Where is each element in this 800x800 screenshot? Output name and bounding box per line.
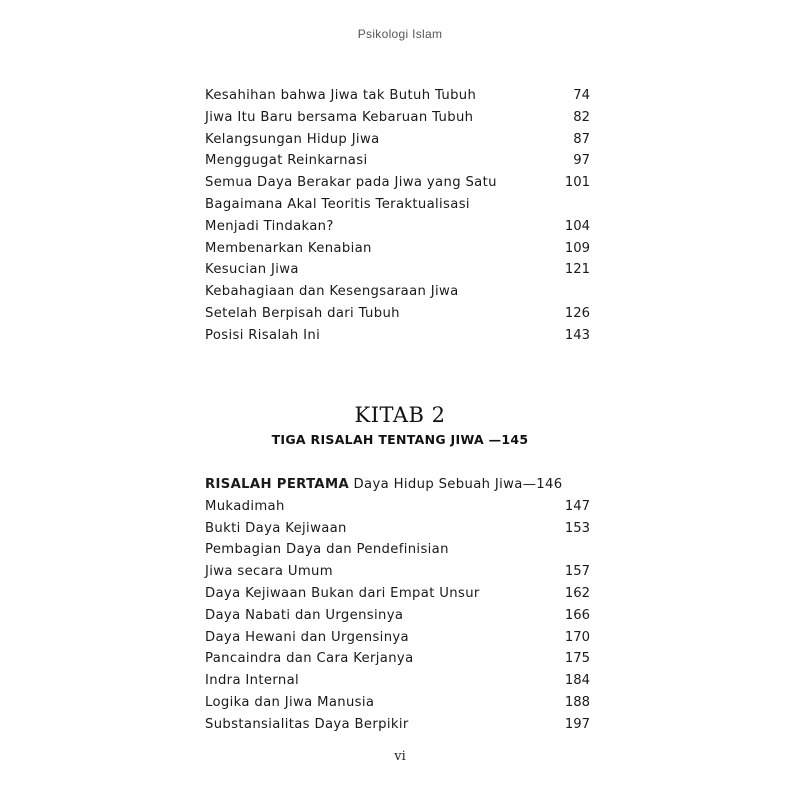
toc-entry-title: Daya Nabati dan Urgensinya xyxy=(205,607,404,623)
toc-entry-page: 166 xyxy=(564,607,590,623)
toc-entry-title: Kesucian Jiwa xyxy=(205,262,299,278)
toc-entry-page: 87 xyxy=(573,131,590,147)
toc-entry-title: Daya Kejiwaan Bukan dari Empat Unsur xyxy=(205,585,480,601)
toc-entry xyxy=(205,518,590,540)
running-head: Psikologi Islam xyxy=(357,27,443,41)
toc-entry-page: 170 xyxy=(564,629,590,645)
toc-entry-title: Kebahagiaan dan Kesengsaraan Jiwa xyxy=(205,284,459,300)
toc-entry-title: Jiwa Itu Baru bersama Kebaruan Tubuh xyxy=(205,109,474,125)
toc-entry-page: 153 xyxy=(564,520,590,536)
toc-entry xyxy=(205,627,590,649)
toc-entry-page: 157 xyxy=(564,564,590,580)
toc-entry-title: Menjadi Tindakan? xyxy=(205,218,334,234)
toc-entry-title: Kelangsungan Hidup Jiwa xyxy=(205,131,380,147)
toc-entry xyxy=(205,281,590,303)
toc-entry-title: Substansialitas Daya Berpikir xyxy=(205,716,409,732)
toc-entry xyxy=(205,172,590,194)
toc-entry-page: 74 xyxy=(573,88,590,103)
toc-entry xyxy=(205,303,590,325)
toc-entry xyxy=(205,648,590,670)
toc-entry-page: 188 xyxy=(564,694,590,710)
toc-entry xyxy=(205,583,590,605)
toc-entry-title: Daya Hewani dan Urgensinya xyxy=(205,629,409,645)
toc-entry xyxy=(205,496,590,518)
toc-entry-title: Pancaindra dan Cara Kerjanya xyxy=(205,651,414,667)
toc-entry-page: 184 xyxy=(564,673,590,689)
toc-entry-page: 121 xyxy=(564,262,590,278)
toc-entry-page: 82 xyxy=(573,109,590,125)
page-number: vi xyxy=(394,749,406,764)
toc-entry-page: 104 xyxy=(564,218,590,234)
kitab-subtitle: TIGA RISALAH TENTANG JIWA —145 xyxy=(271,432,529,447)
toc-entry-title: Membenarkan Kenabian xyxy=(205,240,372,256)
toc-entry xyxy=(205,605,590,627)
toc-entry xyxy=(205,539,590,561)
toc-entry-page: 162 xyxy=(564,585,590,601)
toc-entry-title: Setelah Berpisah dari Tubuh xyxy=(205,305,400,321)
toc-entry xyxy=(205,714,590,736)
toc-entry xyxy=(205,561,590,583)
toc-entry-page: 126 xyxy=(564,305,590,321)
toc-entry xyxy=(205,85,590,107)
toc-entry-title: Mukadimah xyxy=(205,498,285,514)
toc-entry xyxy=(205,150,590,172)
toc-entry-page: 101 xyxy=(564,175,590,191)
toc-upper xyxy=(205,85,590,347)
toc-entry-title: Bukti Daya Kejiwaan xyxy=(205,520,347,536)
kitab-title: KITAB 2 xyxy=(354,403,446,427)
toc-entry-title: Menggugat Reinkarnasi xyxy=(205,153,368,169)
toc-entry xyxy=(205,692,590,714)
toc-entry-page: 175 xyxy=(564,651,590,667)
toc-entry-page: 197 xyxy=(564,716,590,732)
toc-entry-title: Logika dan Jiwa Manusia xyxy=(205,694,375,710)
risalah-heading xyxy=(205,474,590,496)
toc-entry-page: 97 xyxy=(573,153,590,169)
toc-entry xyxy=(205,194,590,216)
toc-entry xyxy=(205,107,590,129)
toc-entry-page: 143 xyxy=(564,327,590,343)
toc-entry xyxy=(205,259,590,281)
toc-entry xyxy=(205,129,590,151)
risalah-label: RISALAH PERTAMA xyxy=(205,477,349,492)
toc-entry-page: 147 xyxy=(564,498,590,514)
toc-entry-title: Indra Internal xyxy=(205,673,300,689)
toc-entry xyxy=(205,238,590,260)
toc-entry-page: 109 xyxy=(564,240,590,256)
toc-entry-title: Pembagian Daya dan Pendefinisian xyxy=(205,542,449,558)
toc-entry-title: Semua Daya Berakar pada Jiwa yang Satu xyxy=(205,175,497,191)
toc-lower xyxy=(205,474,590,736)
toc-entry xyxy=(205,216,590,238)
toc-entry-title: Kesahihan bahwa Jiwa tak Butuh Tubuh xyxy=(205,88,477,103)
toc-entry-title: Jiwa secara Umum xyxy=(205,564,333,580)
toc-entry xyxy=(205,670,590,692)
toc-entry-title: Bagaimana Akal Teoritis Teraktualisasi xyxy=(205,196,470,212)
toc-entry-title: Posisi Risalah Ini xyxy=(205,327,321,343)
risalah-title: Daya Hidup Sebuah Jiwa—146 xyxy=(349,477,563,492)
toc-entry xyxy=(205,325,590,347)
